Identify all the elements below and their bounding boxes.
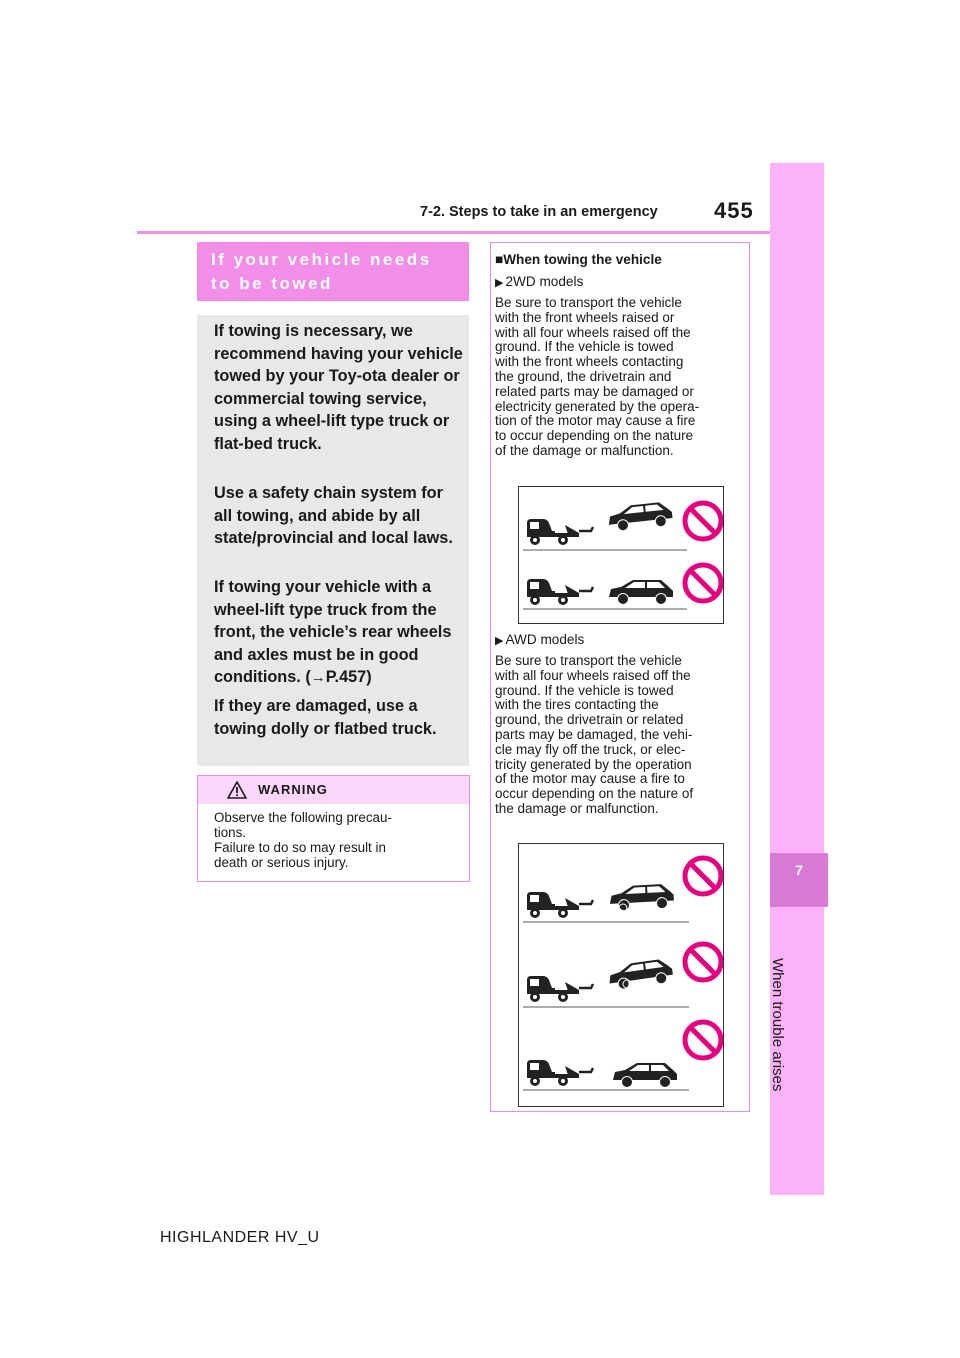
text-line: with the tires contacting the [495,697,659,713]
footer-model-name: HIGHLANDER HV_U [160,1229,320,1246]
awd-models-text [495,654,745,817]
warning-text-line: death or serious injury. [214,855,349,870]
text-line: parts may be damaged, the vehi- [495,726,693,742]
awd-towing-prohibited-illustration [518,843,724,1107]
reference-arrow-icon: → [310,669,326,686]
intro-paragraph-1: If towing is necessary, we recommend having your vehicle towed by your Toy-ota dealer or commercial towing service, using a wheel-lift type truck or flat-bed truck. [214,322,463,453]
header-rule [137,231,770,234]
triangle-bullet-icon: ▶ [495,635,504,647]
warning-triangle-icon [227,781,247,799]
text-line: with all four wheels raised off the [495,324,691,340]
chapter-title: When trouble arises [769,958,786,1092]
text-line: occur depending on the nature of [495,786,694,802]
intro-paragraph-4: If they are damaged, use a towing dolly or flatbed truck. [214,697,437,738]
text-line: tion of the motor may cause a fire [495,413,696,429]
twd-models-label: 2WD models [505,274,584,289]
warning-title: WARNING [258,782,328,797]
page-reference-link[interactable]: P.457) [325,668,372,686]
towing-heading [495,252,662,267]
awd-models-label: AWD models [505,632,585,647]
twd-models-heading [495,274,583,289]
warning-text-line: Observe the following precau- [214,810,392,825]
square-bullet-icon: ■ [495,252,504,267]
warning-text [214,810,460,870]
text-line: the ground, the drivetrain and [495,368,672,384]
awd-models-heading [495,632,584,647]
text-line: ground. If the vehicle is towed [495,682,674,698]
triangle-bullet-icon: ▶ [495,277,504,289]
text-line: with the front wheels raised or [495,309,675,325]
text-line: with the front wheels contacting [495,354,684,370]
twd-models-text [495,296,745,459]
warning-text-line: tions. [214,825,247,840]
text-line: with all four wheels raised off the [495,667,691,683]
warning-text-line: Failure to do so may result in [214,840,386,855]
text-line: of the damage or malfunction. [495,442,674,458]
text-line: of the motor may cause a fire to [495,771,685,787]
text-line: ground. If the vehicle is towed [495,339,674,355]
text-line: related parts may be damaged or [495,383,694,399]
section-heading-line2: to be towed [211,274,333,293]
intro-paragraph-3-text: If towing your vehicle with a wheel-lift type truck from the front, the vehicle’s rear wheels and axles must be in good conditions. ( [214,578,452,686]
text-line: tricity generated by the operation [495,756,692,772]
text-line: Be sure to transport the vehicle [495,653,682,668]
towing-heading-text: When towing the vehicle [503,252,662,267]
text-line: cle may fly off the truck, or elec- [495,741,686,757]
intro-paragraph-2: Use a safety chain system for all towing, and abide by all state/provincial and local laws. [214,484,453,547]
2wd-towing-prohibited-illustration [518,486,724,624]
section-heading-line1: If your vehicle needs [211,250,432,269]
chapter-number: 7 [795,862,803,878]
header-section-title: 7-2. Steps to take in an emergency [420,204,658,220]
text-line: electricity generated by the opera- [495,398,700,414]
section-heading [211,248,461,296]
text-line: ground, the drivetrain or related [495,712,684,728]
text-line: to occur depending on the nature [495,428,694,444]
text-line: the damage or malfunction. [495,800,659,816]
intro-paragraph-3 [214,576,464,690]
page-number: 455 [714,198,754,223]
text-line: Be sure to transport the vehicle [495,295,682,310]
